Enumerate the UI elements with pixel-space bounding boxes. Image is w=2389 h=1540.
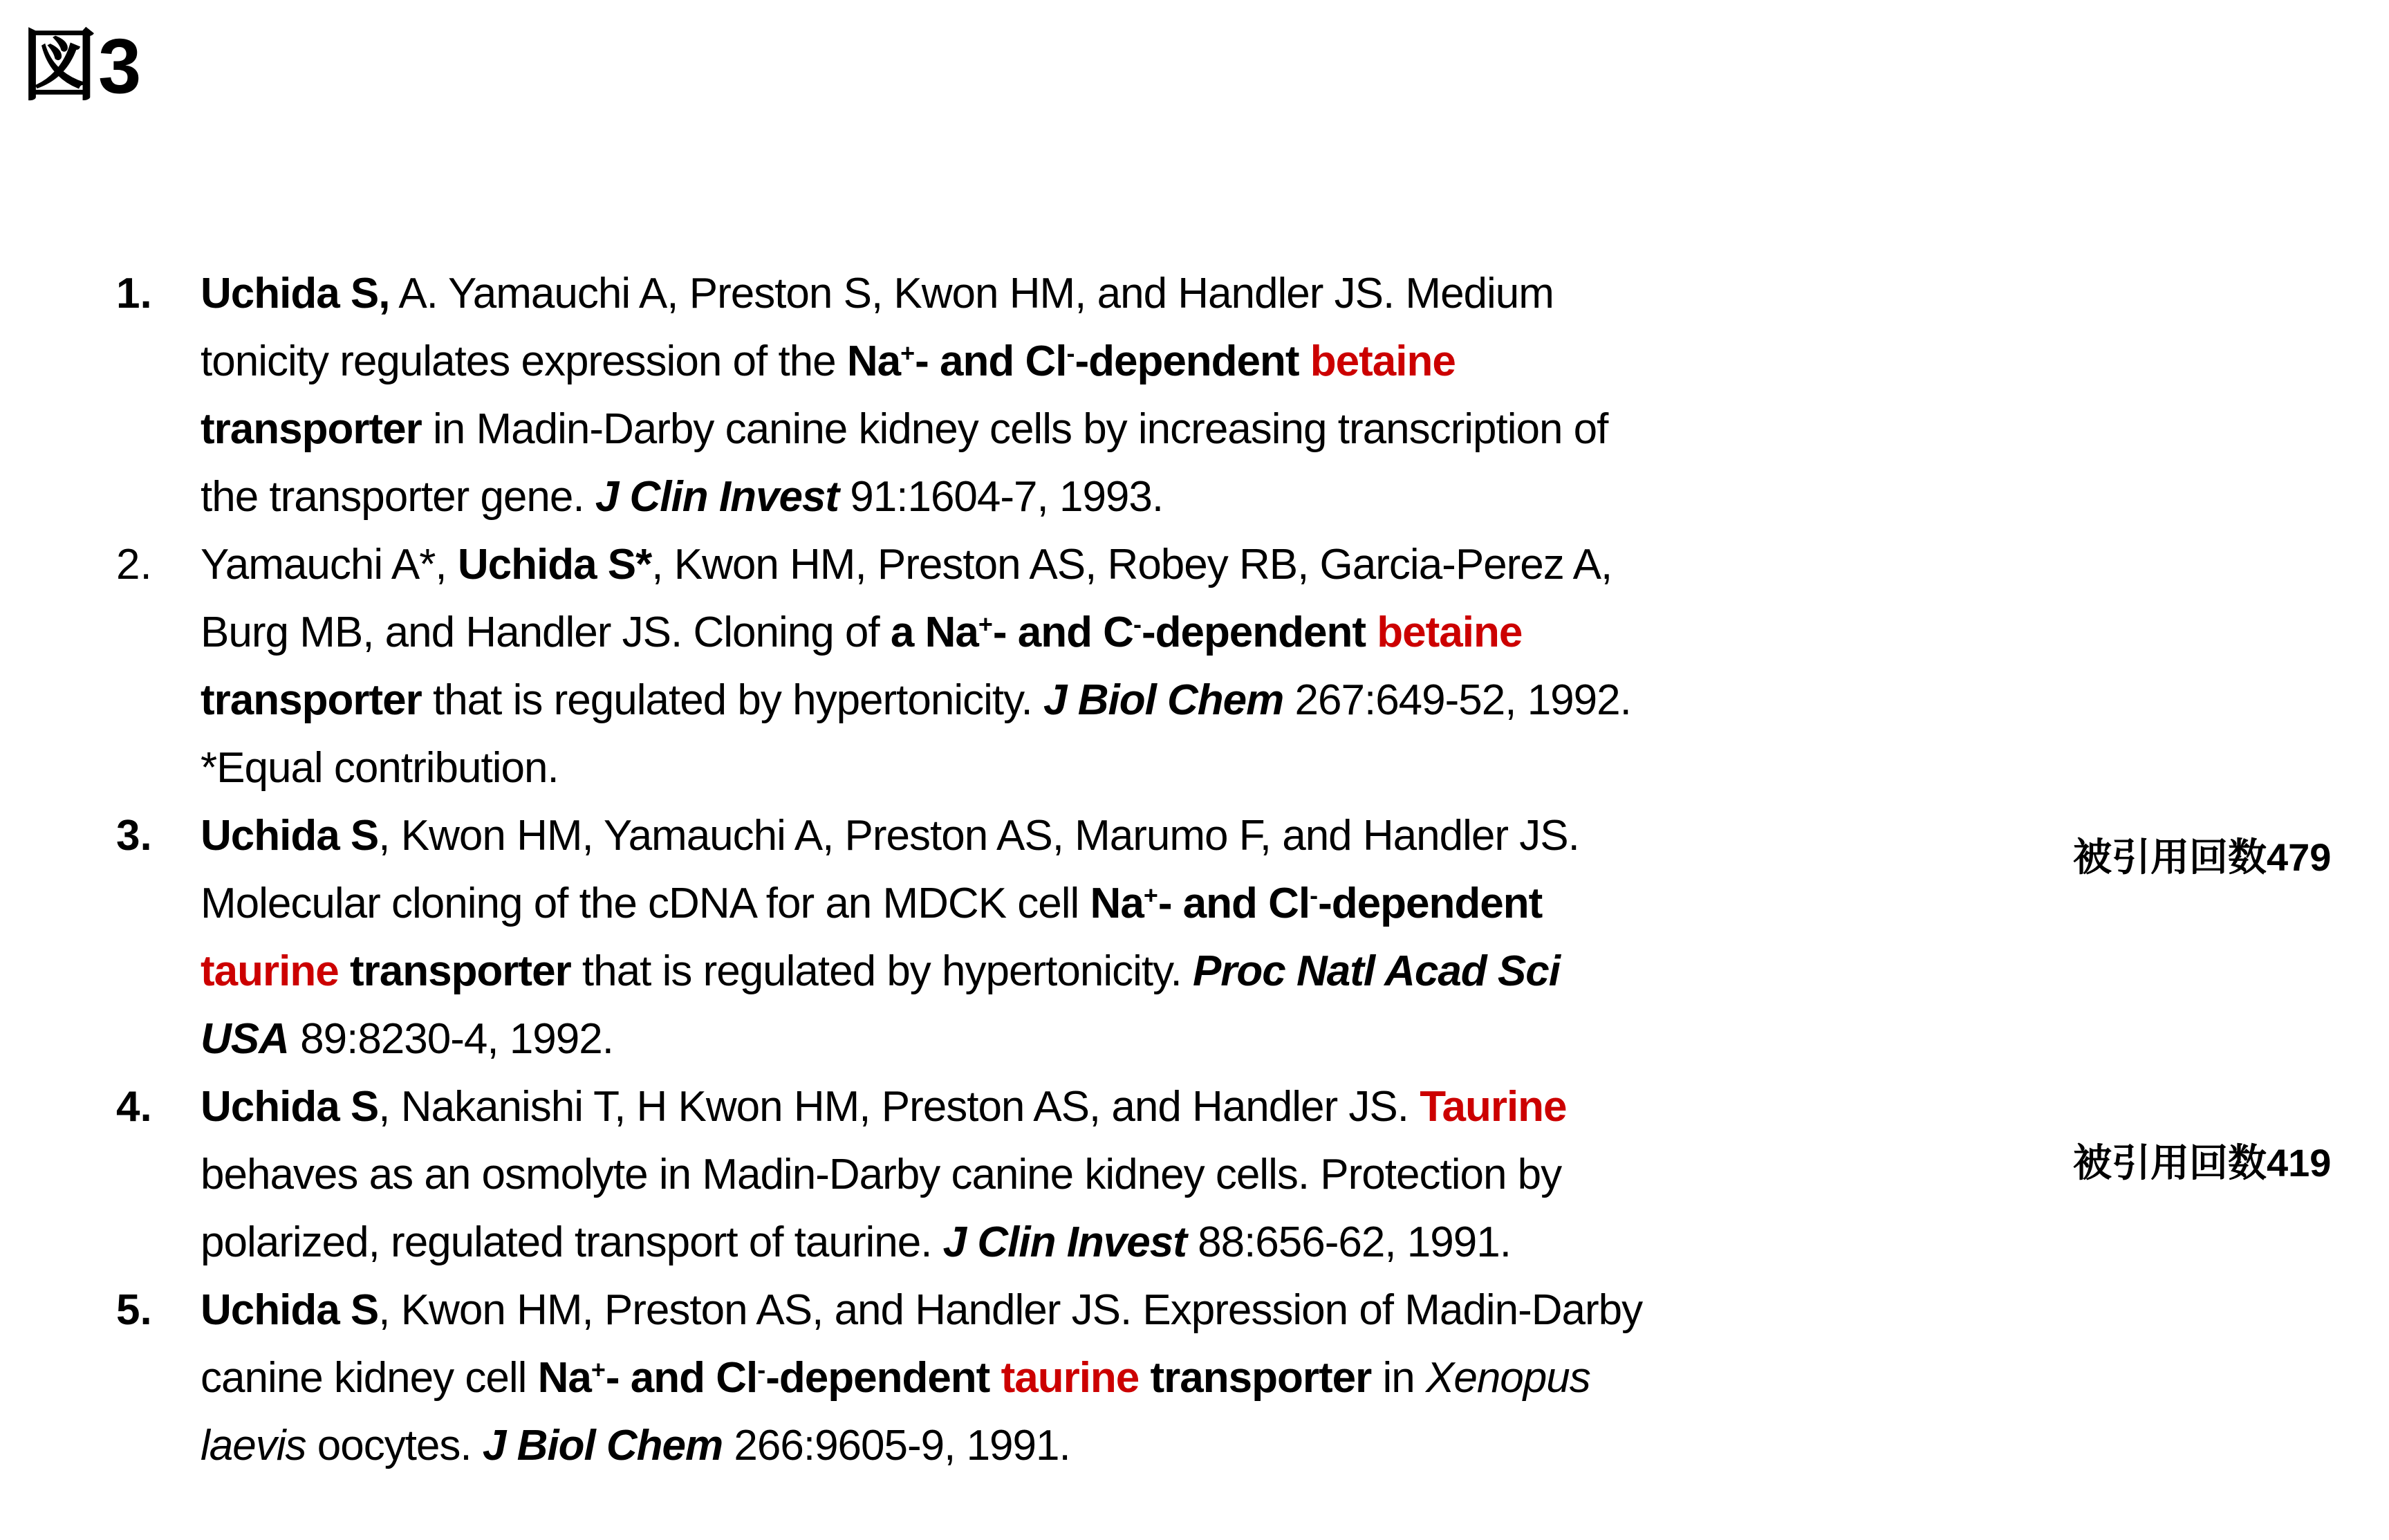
reference-item — [116, 260, 2045, 531]
citation-count-badge: 被引用回数479 — [2073, 835, 2332, 879]
reference-line: behaves as an osmolyte in Madin-Darby canine kidney cells. Protection by — [201, 1151, 1562, 1198]
reference-line: *Equal contribution. — [201, 744, 559, 792]
figure-title: 図3 — [21, 23, 142, 109]
reference-line: Uchida S, A. Yamauchi A, Preston S, Kwon HM, and Handler JS. Medium — [201, 270, 1554, 317]
reference-list — [116, 260, 2045, 1480]
reference-line: polarized, regulated transport of taurine. J Clin Invest 88:656-62, 1991. — [201, 1218, 1511, 1266]
citation-count-badge: 被引用回数419 — [2073, 1141, 2332, 1185]
reference-line: transporter that is regulated by hypertonicity. J Biol Chem 267:649-52, 1992. — [201, 676, 1631, 724]
reference-line: Uchida S, Kwon HM, Preston AS, and Handler JS. Expression of Madin-Darby — [201, 1286, 1643, 1334]
reference-item — [116, 802, 2045, 1073]
reference-line: Uchida S, Nakanishi T, H Kwon HM, Preston AS, and Handler JS. Taurine — [201, 1083, 1567, 1131]
reference-number: 2. — [116, 541, 152, 588]
reference-line: Yamauchi A*, Uchida S*, Kwon HM, Preston AS, Robey RB, Garcia-Perez A, — [201, 541, 1612, 588]
reference-number: 5. — [116, 1286, 152, 1334]
reference-item — [116, 531, 2045, 802]
reference-line: Burg MB, and Handler JS. Cloning of a Na+- and C--dependent betaine — [201, 609, 1523, 656]
reference-line: Molecular cloning of the cDNA for an MDCK cell Na+- and Cl--dependent — [201, 880, 1543, 927]
reference-number: 3. — [116, 812, 152, 860]
reference-line: Uchida S, Kwon HM, Yamauchi A, Preston AS, Marumo F, and Handler JS. — [201, 812, 1579, 860]
reference-line: USA 89:8230-4, 1992. — [201, 1015, 613, 1063]
reference-line: the transporter gene. J Clin Invest 91:1604-7, 1993. — [201, 473, 1164, 521]
reference-line: laevis oocytes. J Biol Chem 266:9605-9, 1991. — [201, 1422, 1070, 1469]
reference-item — [116, 1073, 2045, 1277]
reference-number: 1. — [116, 270, 152, 317]
reference-line: transporter in Madin-Darby canine kidney cells by increasing transcription of — [201, 405, 1608, 453]
reference-line: taurine transporter that is regulated by hypertonicity. Proc Natl Acad Sci — [201, 947, 1560, 995]
reference-line: canine kidney cell Na+- and Cl--dependent taurine transporter in Xenopus — [201, 1354, 1590, 1402]
reference-item — [116, 1277, 2045, 1480]
reference-line: tonicity regulates expression of the Na+- and Cl--dependent betaine — [201, 337, 1456, 385]
reference-number: 4. — [116, 1083, 152, 1131]
